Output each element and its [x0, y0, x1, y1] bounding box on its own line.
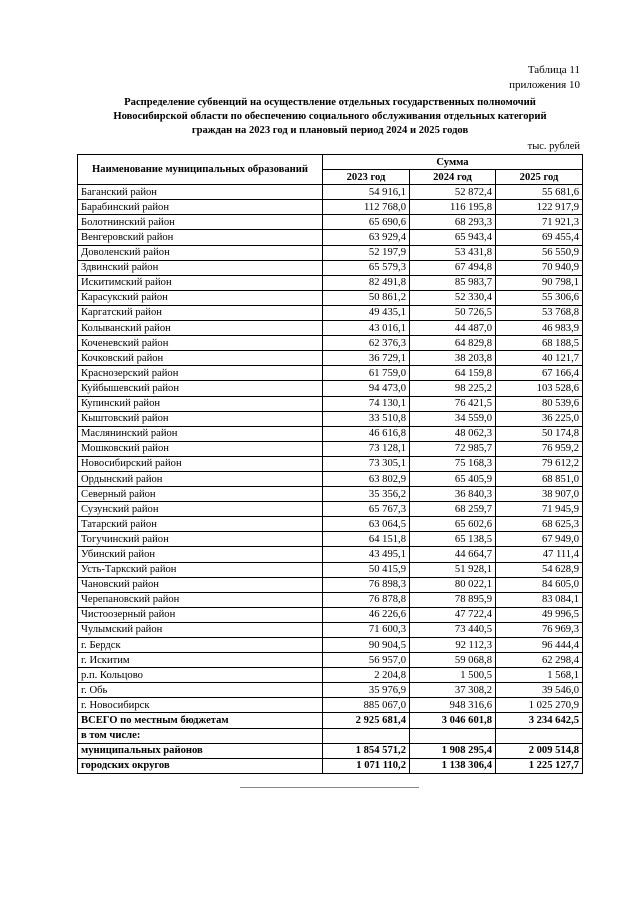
row-value: 1 908 295,4: [410, 743, 496, 758]
table-row: [78, 607, 583, 622]
table-row: [78, 381, 583, 396]
appendix-number: приложения 10: [509, 79, 580, 91]
row-name: Искитимский район: [78, 275, 323, 290]
row-name: г. Обь: [78, 683, 323, 698]
row-value: 63 802,9: [323, 471, 410, 486]
row-value: 35 356,2: [323, 487, 410, 502]
row-name: Купинский район: [78, 396, 323, 411]
row-value: 46 616,8: [323, 426, 410, 441]
row-value: 3 046 601,8: [410, 713, 496, 728]
row-name: Тогучинский район: [78, 532, 323, 547]
row-value: [410, 728, 496, 743]
row-name: Чистоозерный район: [78, 607, 323, 622]
row-value: 1 500,5: [410, 668, 496, 683]
row-value: 64 159,8: [410, 366, 496, 381]
table-row: [78, 185, 583, 200]
row-name: Черепановский район: [78, 592, 323, 607]
including-row: [78, 728, 583, 743]
row-value: 94 473,0: [323, 381, 410, 396]
row-value: 52 872,4: [410, 185, 496, 200]
table-row: [78, 683, 583, 698]
row-name: Венгеровский район: [78, 230, 323, 245]
row-value: 90 798,1: [496, 275, 583, 290]
row-value: 62 298,4: [496, 653, 583, 668]
table-row: [78, 396, 583, 411]
row-value: 63 929,4: [323, 230, 410, 245]
row-name: Каргатский район: [78, 305, 323, 320]
row-name: Коченевский район: [78, 336, 323, 351]
row-value: 46 983,9: [496, 321, 583, 336]
row-value: 47 722,4: [410, 607, 496, 622]
row-name: Чулымский район: [78, 622, 323, 637]
row-value: 50 415,9: [323, 562, 410, 577]
table-row: [78, 441, 583, 456]
row-value: 122 917,9: [496, 200, 583, 215]
table-row: [78, 426, 583, 441]
row-value: 73 440,5: [410, 622, 496, 637]
row-value: 1 071 110,2: [323, 758, 410, 773]
table-row: [78, 351, 583, 366]
table-row: [78, 290, 583, 305]
unit-label: тыс. рублей: [527, 141, 580, 152]
row-value: 80 022,1: [410, 577, 496, 592]
row-value: 63 064,5: [323, 517, 410, 532]
row-value: 36 729,1: [323, 351, 410, 366]
row-value: 65 943,4: [410, 230, 496, 245]
row-value: 2 925 681,4: [323, 713, 410, 728]
row-value: 65 579,3: [323, 260, 410, 275]
row-value: 44 664,7: [410, 547, 496, 562]
document-title: [78, 96, 582, 139]
row-name: Маслянинский район: [78, 426, 323, 441]
row-name: муниципальных районов: [78, 743, 323, 758]
row-value: 71 600,3: [323, 622, 410, 637]
row-name: Усть-Таркский район: [78, 562, 323, 577]
row-value: 96 444,4: [496, 638, 583, 653]
row-value: 70 940,9: [496, 260, 583, 275]
table-row: [78, 547, 583, 562]
row-value: 68 188,5: [496, 336, 583, 351]
row-value: 90 904,5: [323, 638, 410, 653]
row-value: 39 546,0: [496, 683, 583, 698]
row-value: 54 628,9: [496, 562, 583, 577]
row-value: 64 151,8: [323, 532, 410, 547]
table-row: [78, 668, 583, 683]
row-value: 44 487,0: [410, 321, 496, 336]
table-row: [78, 336, 583, 351]
table-row: [78, 230, 583, 245]
row-value: 52 197,9: [323, 245, 410, 260]
row-name: Колыванский район: [78, 321, 323, 336]
row-value: 59 068,8: [410, 653, 496, 668]
table-row: [78, 622, 583, 637]
row-value: 43 016,1: [323, 321, 410, 336]
title-line: граждан на 2023 год и плановый период 2024 и 2025 годов: [191, 125, 469, 137]
row-name: ВСЕГО по местным бюджетам: [78, 713, 323, 728]
title-line: Распределение субвенций на осуществление отдельных государственных полномочий: [124, 97, 536, 108]
row-value: 61 759,0: [323, 366, 410, 381]
column-header-year: 2024 год: [410, 170, 496, 185]
column-header-name: Наименование муниципальных образований: [78, 155, 323, 185]
row-name: Ордынский район: [78, 471, 323, 486]
row-name: р.п. Кольцово: [78, 668, 323, 683]
row-value: 36 225,0: [496, 411, 583, 426]
subsidy-table: [77, 154, 583, 774]
row-value: 1 568,1: [496, 668, 583, 683]
row-value: 53 431,8: [410, 245, 496, 260]
row-value: 71 945,9: [496, 502, 583, 517]
table-row: [78, 502, 583, 517]
row-value: 74 130,1: [323, 396, 410, 411]
row-name: Баганский район: [78, 185, 323, 200]
row-value: 68 851,0: [496, 471, 583, 486]
row-name: Новосибирский район: [78, 456, 323, 471]
table-row: [78, 305, 583, 320]
divider: [240, 787, 419, 788]
row-value: 84 605,0: [496, 577, 583, 592]
row-value: 71 921,3: [496, 215, 583, 230]
row-value: 67 949,0: [496, 532, 583, 547]
row-value: 47 111,4: [496, 547, 583, 562]
table-row: [78, 245, 583, 260]
row-value: 65 602,6: [410, 517, 496, 532]
column-header-sum: Сумма: [323, 155, 583, 170]
row-value: 1 854 571,2: [323, 743, 410, 758]
row-value: 46 226,6: [323, 607, 410, 622]
row-value: 33 510,8: [323, 411, 410, 426]
table-row: [78, 562, 583, 577]
row-name: Доволенский район: [78, 245, 323, 260]
row-value: 1 225 127,7: [496, 758, 583, 773]
row-value: 55 306,6: [496, 290, 583, 305]
row-value: 65 767,3: [323, 502, 410, 517]
row-value: 2 204,8: [323, 668, 410, 683]
row-value: 65 138,5: [410, 532, 496, 547]
row-value: 82 491,8: [323, 275, 410, 290]
table-row: [78, 638, 583, 653]
row-name: городских округов: [78, 758, 323, 773]
row-value: 3 234 642,5: [496, 713, 583, 728]
row-value: 885 067,0: [323, 698, 410, 713]
row-value: 65 405,9: [410, 471, 496, 486]
row-value: [323, 728, 410, 743]
row-value: 49 996,5: [496, 607, 583, 622]
row-value: 62 376,3: [323, 336, 410, 351]
row-value: 43 495,1: [323, 547, 410, 562]
row-value: 73 128,1: [323, 441, 410, 456]
row-value: 68 625,3: [496, 517, 583, 532]
row-value: 78 895,9: [410, 592, 496, 607]
row-name: Убинский район: [78, 547, 323, 562]
subtotal-row-districts: [78, 743, 583, 758]
row-value: 50 861,2: [323, 290, 410, 305]
table-row: [78, 215, 583, 230]
row-name: Кыштовский район: [78, 411, 323, 426]
row-value: 40 121,7: [496, 351, 583, 366]
row-value: 35 976,9: [323, 683, 410, 698]
row-value: 76 969,3: [496, 622, 583, 637]
row-name: Карасукский район: [78, 290, 323, 305]
row-value: 1 025 270,9: [496, 698, 583, 713]
table-row: [78, 517, 583, 532]
row-value: 85 983,7: [410, 275, 496, 290]
row-value: 52 330,4: [410, 290, 496, 305]
column-header-year: 2023 год: [323, 170, 410, 185]
row-name: Татарский район: [78, 517, 323, 532]
row-value: 56 550,9: [496, 245, 583, 260]
row-value: 72 985,7: [410, 441, 496, 456]
total-row: [78, 713, 583, 728]
row-value: 103 528,6: [496, 381, 583, 396]
row-value: 55 681,6: [496, 185, 583, 200]
row-value: 50 726,5: [410, 305, 496, 320]
table-number: Таблица 11: [527, 64, 580, 76]
row-value: 79 612,2: [496, 456, 583, 471]
row-value: 75 168,3: [410, 456, 496, 471]
row-name: Сузунский район: [78, 502, 323, 517]
row-value: 76 878,8: [323, 592, 410, 607]
row-value: 112 768,0: [323, 200, 410, 215]
row-name: Куйбышевский район: [78, 381, 323, 396]
row-value: 1 138 306,4: [410, 758, 496, 773]
row-value: 80 539,6: [496, 396, 583, 411]
row-name: г. Новосибирск: [78, 698, 323, 713]
row-value: [496, 728, 583, 743]
row-value: 34 559,0: [410, 411, 496, 426]
row-value: 64 829,8: [410, 336, 496, 351]
row-value: 67 166,4: [496, 366, 583, 381]
row-value: 92 112,3: [410, 638, 496, 653]
row-value: 83 084,1: [496, 592, 583, 607]
row-value: 68 259,7: [410, 502, 496, 517]
table-row: [78, 698, 583, 713]
table-row: [78, 411, 583, 426]
table-row: [78, 321, 583, 336]
row-value: 69 455,4: [496, 230, 583, 245]
row-name: Краснозерский район: [78, 366, 323, 381]
row-value: 48 062,3: [410, 426, 496, 441]
row-value: 98 225,2: [410, 381, 496, 396]
row-value: 49 435,1: [323, 305, 410, 320]
row-name: Барабинский район: [78, 200, 323, 215]
row-name: Чановский район: [78, 577, 323, 592]
row-value: 38 203,8: [410, 351, 496, 366]
table-body: [78, 185, 583, 774]
table-row: [78, 200, 583, 215]
row-name: Кочковский район: [78, 351, 323, 366]
table-row: [78, 653, 583, 668]
row-value: 116 195,8: [410, 200, 496, 215]
row-name: Болотнинский район: [78, 215, 323, 230]
row-value: 68 293,3: [410, 215, 496, 230]
row-name: Северный район: [78, 487, 323, 502]
row-value: 50 174,8: [496, 426, 583, 441]
table-row: [78, 366, 583, 381]
row-value: 37 308,2: [410, 683, 496, 698]
row-value: 76 959,2: [496, 441, 583, 456]
row-name: Здвинский район: [78, 260, 323, 275]
row-name: Мошковский район: [78, 441, 323, 456]
row-value: 76 898,3: [323, 577, 410, 592]
column-header-year: 2025 год: [496, 170, 583, 185]
row-value: 73 305,1: [323, 456, 410, 471]
row-value: 948 316,6: [410, 698, 496, 713]
table-row: [78, 456, 583, 471]
table-row: [78, 260, 583, 275]
table-row: [78, 275, 583, 290]
row-value: 54 916,1: [323, 185, 410, 200]
table-row: [78, 592, 583, 607]
row-value: 36 840,3: [410, 487, 496, 502]
table-row: [78, 532, 583, 547]
table-row: [78, 577, 583, 592]
row-name: г. Искитим: [78, 653, 323, 668]
row-value: 56 957,0: [323, 653, 410, 668]
row-value: 65 690,6: [323, 215, 410, 230]
table-row: [78, 487, 583, 502]
row-value: 38 907,0: [496, 487, 583, 502]
title-line: Новосибирской области по обеспечению социального обслуживания отдельных категорий: [113, 111, 547, 123]
subtotal-row-urban: [78, 758, 583, 773]
row-value: 76 421,5: [410, 396, 496, 411]
row-name: г. Бердск: [78, 638, 323, 653]
table-row: [78, 471, 583, 486]
row-value: 53 768,8: [496, 305, 583, 320]
row-value: 67 494,8: [410, 260, 496, 275]
row-name: в том числе:: [78, 728, 323, 743]
row-value: 51 928,1: [410, 562, 496, 577]
row-value: 2 009 514,8: [496, 743, 583, 758]
